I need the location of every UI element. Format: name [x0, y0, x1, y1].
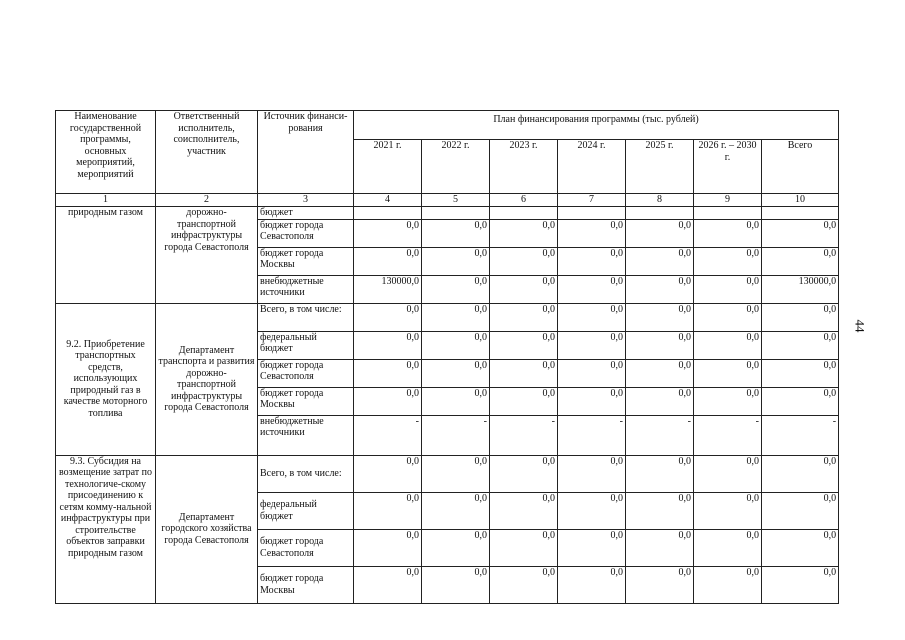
funding-source-cell: бюджет города Москвы — [258, 566, 354, 603]
amount-cell — [354, 207, 422, 220]
amount-cell: 0,0 — [558, 303, 626, 331]
amount-cell: 130000,0 — [354, 275, 422, 303]
funding-source-cell: Всего, в том числе: — [258, 303, 354, 331]
amount-cell: 0,0 — [490, 455, 558, 492]
amount-cell: 0,0 — [354, 387, 422, 415]
amount-cell: 0,0 — [490, 247, 558, 275]
amount-cell: 0,0 — [694, 219, 762, 247]
amount-cell: 0,0 — [422, 219, 490, 247]
column-number: 4 — [354, 194, 422, 207]
header-year-cell: 2023 г. — [490, 140, 558, 194]
amount-cell: 0,0 — [422, 455, 490, 492]
amount-cell: 0,0 — [694, 275, 762, 303]
amount-cell: - — [490, 415, 558, 455]
column-number: 8 — [626, 194, 694, 207]
header-name-cell: Наименование государственной программы, основных мероприятий, мероприятий — [56, 111, 156, 194]
header-row-1 — [56, 111, 839, 140]
header-total-cell: Всего — [762, 140, 839, 194]
amount-cell: 0,0 — [558, 359, 626, 387]
amount-cell: 0,0 — [558, 247, 626, 275]
column-number: 2 — [156, 194, 258, 207]
amount-cell: 0,0 — [558, 492, 626, 529]
amount-cell — [422, 207, 490, 220]
amount-cell: 0,0 — [762, 247, 839, 275]
amount-cell: 0,0 — [626, 331, 694, 359]
amount-cell: 0,0 — [422, 303, 490, 331]
amount-cell — [762, 207, 839, 220]
executor-cell: Департамент транспорта и развития дорожно-транспортной инфраструктуры города Севастополя — [156, 303, 258, 455]
funding-source-cell: бюджет города Севастополя — [258, 529, 354, 566]
amount-cell: 0,0 — [626, 303, 694, 331]
amount-cell: 0,0 — [422, 387, 490, 415]
amount-cell: 0,0 — [490, 492, 558, 529]
amount-cell: 0,0 — [558, 331, 626, 359]
amount-cell: 0,0 — [558, 529, 626, 566]
header-year-cell: 2026 г. – 2030 г. — [694, 140, 762, 194]
amount-cell: 0,0 — [354, 359, 422, 387]
program-name-cell: 9.3. Субсидия на возмещение затрат по технологиче-скому присоединению к сетям комму-нальной инфраструктуры при строительстве объектов заправки природным газом — [56, 455, 156, 603]
amount-cell: 0,0 — [490, 359, 558, 387]
amount-cell: 0,0 — [626, 566, 694, 603]
amount-cell: 0,0 — [490, 219, 558, 247]
header-source-cell: Источник финанси-рования — [258, 111, 354, 194]
funding-source-cell: бюджет города Севастополя — [258, 359, 354, 387]
amount-cell: 0,0 — [490, 331, 558, 359]
amount-cell: - — [558, 415, 626, 455]
amount-cell — [490, 207, 558, 220]
page-number: 44 — [852, 319, 868, 333]
column-number: 10 — [762, 194, 839, 207]
executor-cell: Департамент городского хозяйства города Севастополя — [156, 455, 258, 603]
amount-cell: 0,0 — [490, 387, 558, 415]
amount-cell: 0,0 — [422, 359, 490, 387]
amount-cell: 0,0 — [558, 275, 626, 303]
funding-source-cell: бюджет города Москвы — [258, 387, 354, 415]
amount-cell: 0,0 — [558, 566, 626, 603]
amount-cell: 0,0 — [422, 566, 490, 603]
amount-cell: 0,0 — [558, 219, 626, 247]
executor-cell: дорожно-транспортной инфраструктуры города Севастополя — [156, 207, 258, 304]
amount-cell: - — [422, 415, 490, 455]
amount-cell: 0,0 — [422, 331, 490, 359]
amount-cell: 0,0 — [762, 359, 839, 387]
funding-source-cell: бюджет — [258, 207, 354, 220]
amount-cell — [694, 207, 762, 220]
amount-cell: - — [762, 415, 839, 455]
amount-cell: 0,0 — [694, 529, 762, 566]
amount-cell: 0,0 — [694, 387, 762, 415]
amount-cell — [558, 207, 626, 220]
amount-cell: 0,0 — [694, 455, 762, 492]
column-number: 1 — [56, 194, 156, 207]
amount-cell: 0,0 — [422, 275, 490, 303]
funding-source-cell: бюджет города Севастополя — [258, 219, 354, 247]
header-exec-cell: Ответственный исполнитель, соисполнитель, участник — [156, 111, 258, 194]
funding-source-cell: внебюджетные источники — [258, 275, 354, 303]
amount-cell: 0,0 — [626, 387, 694, 415]
amount-cell: 0,0 — [422, 529, 490, 566]
amount-cell: 0,0 — [354, 529, 422, 566]
amount-cell: 0,0 — [626, 359, 694, 387]
header-year-cell: 2022 г. — [422, 140, 490, 194]
amount-cell: 0,0 — [354, 219, 422, 247]
program-name-cell: 9.2. Приобретение транспортных средств, использующих природный газ в качестве моторного топлива — [56, 303, 156, 455]
amount-cell: 0,0 — [626, 247, 694, 275]
column-number: 6 — [490, 194, 558, 207]
amount-cell: - — [354, 415, 422, 455]
column-number: 9 — [694, 194, 762, 207]
amount-cell: 0,0 — [762, 219, 839, 247]
funding-source-cell: федеральный бюджет — [258, 492, 354, 529]
column-number: 7 — [558, 194, 626, 207]
header-year-cell: 2024 г. — [558, 140, 626, 194]
funding-source-cell: федеральный бюджет — [258, 331, 354, 359]
amount-cell: 0,0 — [626, 529, 694, 566]
program-name-cell: природным газом — [56, 207, 156, 304]
amount-cell: 0,0 — [762, 529, 839, 566]
amount-cell: 0,0 — [694, 247, 762, 275]
amount-cell: 0,0 — [354, 455, 422, 492]
amount-cell: 0,0 — [558, 455, 626, 492]
table-row — [56, 455, 839, 492]
header-year-cell: 2021 г. — [354, 140, 422, 194]
amount-cell: 0,0 — [694, 331, 762, 359]
table-row — [56, 207, 839, 220]
amount-cell: 0,0 — [490, 303, 558, 331]
amount-cell — [626, 207, 694, 220]
amount-cell: 0,0 — [694, 566, 762, 603]
table-row — [56, 303, 839, 331]
amount-cell: 0,0 — [354, 566, 422, 603]
amount-cell: 0,0 — [762, 455, 839, 492]
column-number: 3 — [258, 194, 354, 207]
amount-cell: 0,0 — [354, 331, 422, 359]
amount-cell: 0,0 — [626, 275, 694, 303]
amount-cell: 0,0 — [354, 303, 422, 331]
column-number: 5 — [422, 194, 490, 207]
amount-cell: 130000,0 — [762, 275, 839, 303]
amount-cell: 0,0 — [558, 387, 626, 415]
funding-source-cell: Всего, в том числе: — [258, 455, 354, 492]
funding-source-cell: внебюджетные источники — [258, 415, 354, 455]
amount-cell: 0,0 — [762, 566, 839, 603]
amount-cell: 0,0 — [422, 492, 490, 529]
amount-cell: 0,0 — [354, 247, 422, 275]
amount-cell: 0,0 — [626, 219, 694, 247]
amount-cell: - — [626, 415, 694, 455]
amount-cell: 0,0 — [694, 303, 762, 331]
financing-table — [55, 110, 839, 604]
amount-cell: 0,0 — [694, 492, 762, 529]
funding-source-cell: бюджет города Москвы — [258, 247, 354, 275]
amount-cell: 0,0 — [354, 492, 422, 529]
amount-cell: 0,0 — [762, 303, 839, 331]
amount-cell: 0,0 — [490, 566, 558, 603]
amount-cell: 0,0 — [490, 275, 558, 303]
amount-cell: 0,0 — [762, 387, 839, 415]
amount-cell: 0,0 — [490, 529, 558, 566]
column-number-row — [56, 194, 839, 207]
amount-cell: 0,0 — [626, 455, 694, 492]
amount-cell: 0,0 — [762, 331, 839, 359]
amount-cell: 0,0 — [626, 492, 694, 529]
amount-cell: - — [694, 415, 762, 455]
header-plan-title: План финансирования программы (тыс. рублей) — [354, 111, 839, 140]
amount-cell: 0,0 — [422, 247, 490, 275]
amount-cell: 0,0 — [694, 359, 762, 387]
header-year-cell: 2025 г. — [626, 140, 694, 194]
amount-cell: 0,0 — [762, 492, 839, 529]
